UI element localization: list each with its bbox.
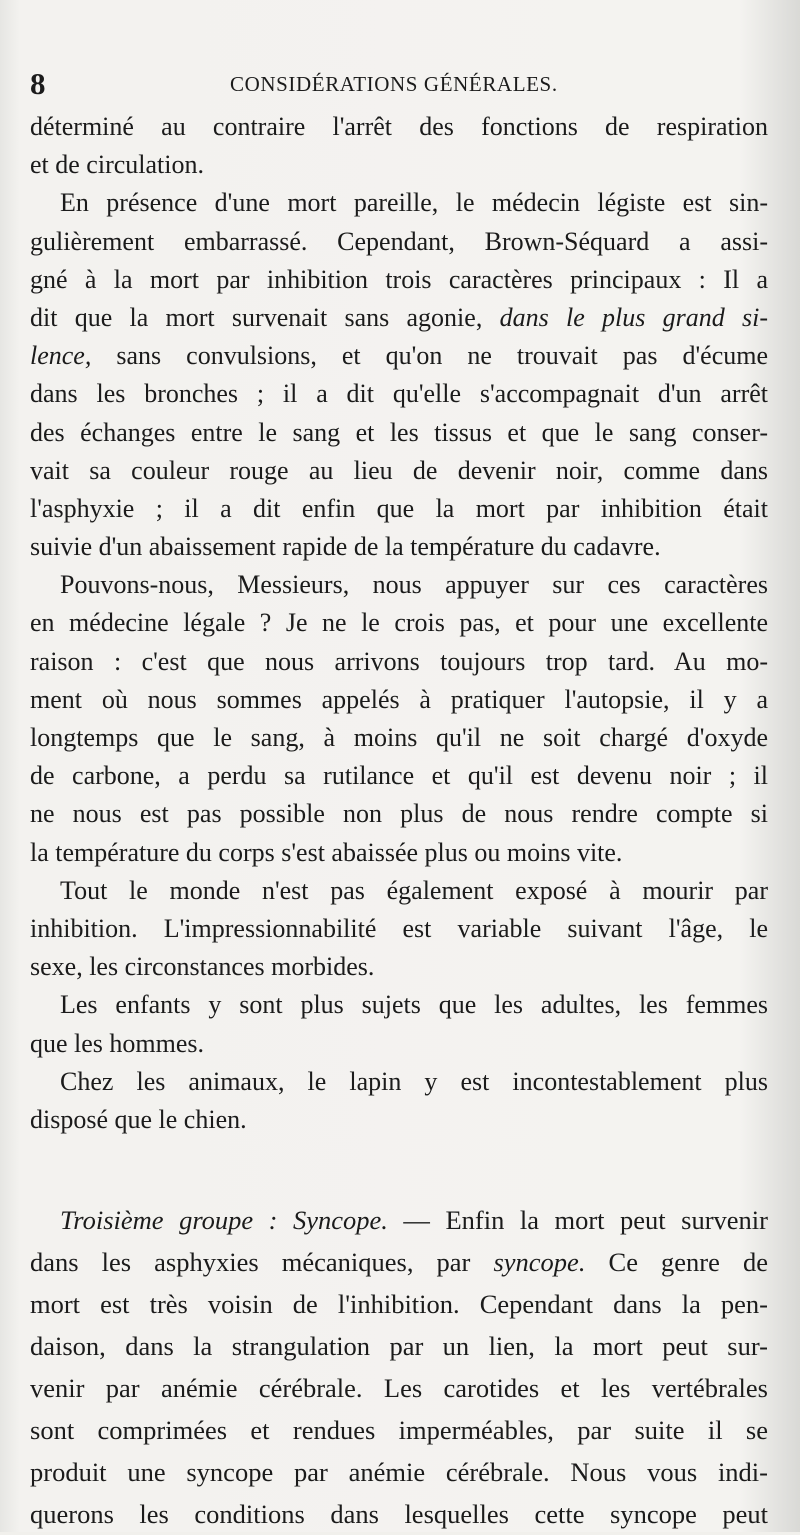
text-run: dans les asphyxies mécaniques, par (30, 1247, 494, 1278)
text-line: la température du corps s'est abaissée plus ou moins vite. (30, 837, 623, 867)
section-syncope (30, 1199, 768, 1535)
text-line: En présence d'une mort pareille, le médecin légiste est sin- (60, 188, 768, 218)
text-line: sont comprimées et rendues imperméables, par suite il se (30, 1415, 768, 1446)
text-line: longtemps que le sang, à moins qu'il ne soit chargé d'oxyde (30, 723, 768, 752)
body-text (30, 108, 768, 1535)
text-line: que les hommes. (30, 1028, 205, 1058)
italic-run: syncope. (493, 1247, 586, 1278)
text-line: suivie d'un abaissement rapide de la température du cadavre. (30, 532, 661, 562)
text-line: inhibition. L'impressionnabilité est variable suivant l'âge, le (30, 913, 768, 943)
text-line: des échanges entre le sang et les tissus et que le sang conser- (30, 417, 768, 447)
text-line: daison, dans la strangulation par un lien, la mort peut sur- (30, 1331, 768, 1362)
text-line: mort est très voisin de l'inhibition. Cependant dans la pen- (30, 1289, 768, 1320)
text-line: et de circulation. (30, 150, 204, 180)
text-run: Ce genre de (585, 1247, 768, 1278)
text-line: raison : c'est que nous arrivons toujours trop tard. Au mo- (30, 646, 768, 676)
text-line: disposé que le chien. (30, 1104, 247, 1134)
text-line (30, 299, 768, 337)
italic-run: dans le plus grand si- (499, 302, 768, 332)
text-line: ment où nous sommes appelés à pratiquer l'autopsie, il y a (30, 684, 768, 714)
text-run: — Enfin la mort peut survenir (387, 1205, 768, 1236)
text-line: dans les bronches ; il a dit qu'elle s'accompagnait d'un arrêt (30, 379, 768, 409)
section-heading: Troisième groupe : Syncope. (60, 1205, 388, 1236)
text-line: venir par anémie cérébrale. Les carotides et les vertébrales (30, 1373, 768, 1404)
text-line: déterminé au contraire l'arrêt des fonctions de respiration (30, 112, 768, 141)
text-line: querons les conditions dans lesquelles cette syncope peut (30, 1499, 768, 1530)
text-line (30, 1241, 768, 1283)
text-run: sans convulsions, et qu'on ne trouvait pas d'écume (91, 341, 768, 371)
text-run: dit que la mort survenait sans agonie, (30, 302, 500, 332)
text-line: gulièrement embarrassé. Cependant, Brown-Séquard a assi- (30, 226, 768, 256)
text-line: vait sa couleur rouge au lieu de devenir noir, comme dans (30, 455, 768, 485)
text-line: en médecine légale ? Je ne le crois pas, et pour une excellente (30, 608, 768, 638)
paragraph-gap (30, 1139, 768, 1199)
text-line: de carbone, a perdu sa rutilance et qu'il est devenu noir ; il (30, 761, 768, 791)
page-number: 8 (30, 66, 46, 101)
text-line: l'asphyxie ; il a dit enfin que la mort par inhibition était (30, 493, 768, 523)
text-line: Chez les animaux, le lapin y est incontestablement plus (60, 1066, 768, 1096)
text-line: sexe, les circonstances morbides. (30, 952, 375, 982)
text-line (30, 337, 768, 375)
text-line: ne nous est pas possible non plus de nous rendre compte si (30, 799, 768, 829)
italic-run: lence, (30, 341, 92, 371)
text-line: Les enfants y sont plus sujets que les adultes, les femmes (60, 990, 768, 1020)
text-line (30, 1199, 768, 1241)
text-line: Pouvons-nous, Messieurs, nous appuyer sur ces caractères (60, 570, 768, 600)
text-line: gné à la mort par inhibition trois caractères principaux : Il a (30, 264, 768, 294)
text-line: Tout le monde n'est pas également exposé à mourir par (60, 875, 768, 905)
page-header (30, 66, 770, 106)
running-head: CONSIDÉRATIONS GÉNÉRALES. (230, 72, 558, 96)
text-line: produit une syncope par anémie cérébrale. Nous vous indi- (30, 1457, 768, 1488)
